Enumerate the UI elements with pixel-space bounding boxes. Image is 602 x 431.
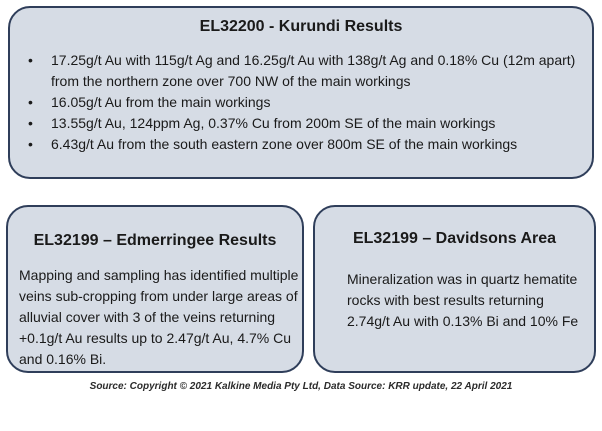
- davidsons-area-card: [313, 205, 596, 373]
- bullet-icon: •: [28, 52, 33, 68]
- list-item: [26, 92, 584, 113]
- list-item-text: 6.43g/t Au from the south eastern zone over 800m SE of the main workings: [51, 136, 518, 152]
- source-caption: Source: Copyright © 2021 Kalkine Media Pty Ltd, Data Source: KRR update, 22 April 2021: [89, 381, 513, 392]
- list-item-text: 17.25g/t Au with 115g/t Ag and 16.25g/t Au with 138g/t Ag and 0.18% Cu (12m apart) from the northern zone over 700 NW of the main workings: [51, 52, 576, 89]
- davidsons-area-title: EL32199 – Davidsons Area: [352, 230, 557, 247]
- davidsons-area-body: Mineralization was in quartz hematite rocks with best results returning 2.74g/t Au with 0.13% Bi and 10% Fe: [347, 271, 579, 329]
- bullet-icon: •: [28, 136, 33, 152]
- edmerringee-results-card: [6, 205, 304, 373]
- edmerringee-results-body: Mapping and sampling has identified multiple veins sub-cropping from under large areas of alluvial cover with 3 of the veins returning +0.1g/t Au results up to 2.47g/t Au, 4.7% Cu and 0.16% Bi.: [19, 267, 299, 367]
- list-item-text: 13.55g/t Au, 124ppm Ag, 0.37% Cu from 200m SE of the main workings: [51, 115, 496, 131]
- kurundi-results-card: [8, 6, 594, 179]
- bullet-icon: •: [28, 94, 33, 110]
- bullet-icon: •: [28, 115, 33, 131]
- list-item: [26, 50, 584, 92]
- list-item: [26, 134, 584, 155]
- list-item-text: 16.05g/t Au from the main workings: [51, 94, 271, 110]
- edmerringee-results-title: EL32199 – Edmerringee Results: [33, 232, 277, 249]
- kurundi-results-list: [26, 50, 584, 155]
- list-item: [26, 113, 584, 134]
- kurundi-results-title: EL32200 - Kurundi Results: [199, 18, 403, 35]
